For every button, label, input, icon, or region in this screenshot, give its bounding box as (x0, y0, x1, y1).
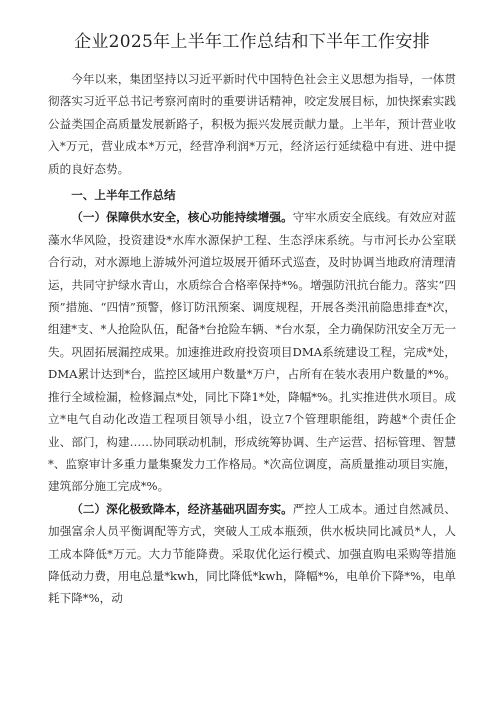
section-heading-1: 一、上半年工作总结 (71, 188, 176, 203)
item1-lead: （一）保障供水安全，核心功能持续增强。 (71, 210, 293, 225)
document-title: 企业2025年上半年工作总结和下半年工作安排 (74, 32, 430, 52)
section1-item1-paragraph (48, 206, 456, 497)
intro-paragraph: 今年以来，集团坚持以习近平新时代中国特色社会主义思想为指导，一体贯彻落实习近平总书记考察河南时的重要讲话精神，咬定发展目标，加快探索实践公益类国企高质量发展新路子，积极为振兴发展贡献力量。上半年，预计营业收入*万元，营业成本*万元，经营净利润*万元，经济运行延续稳中有进、进中提质的良好态势。 (48, 72, 456, 176)
item1-body: 守牢水质安全底线。有效应对蓝藻水华风险，投资建设*水库水源保护工程、生态浮床系统。与市河长办公室联合行动，对水源地上游城外河道垃圾展开循环式巡查，及时协调当地政府清理清运，共同守护绿水青山，水质综合合格率保持*%。增强防汛抗台能力。落实“四预”措施、“四情”预警，修订防汛预案、调度规程，开展各类汛前隐患排查*次，组建*支、*人抢险队伍，配备*台抢险车辆、*台水泵，全力确保防汛安全万无一失。巩固拓展漏控成果。加速推进政府投资项目DMA系统建设工程，完成*处，DMA累计达到*台，监控区域用户数量*万户，占所有在装水表用户数量的*%。推行全域检漏，检修漏点*处，同比下降1*处，降幅*%。扎实推进供水项目。成立*电气自动化改造工程项目领导小组，设立7个管理职能组，跨越*个责任企业、部门，构建……协同联动机制，形成统筹协调、生产运营、招标管理、智慧*、监察审计多重力量集聚发力工作格局。*次高位调度，高质量推动项目实施，建筑部分施工完成*%。 (48, 210, 456, 494)
section1-item2-paragraph (48, 498, 456, 610)
item2-lead: （二）深化极致降本，经济基础巩固夯实。 (71, 501, 293, 516)
item2-body: 严控人工成本。通过自然减员、加强富余人员平衡调配等方式，突破人工成本瓶颈，供水板块同比减员*人，人工成本降低*万元。大力节能降费。采取优化运行模式、加强直购电采购等措施降低动力费，用电总量*kwh，同比降低*kwh，降幅*%，电单价下降*%，电单耗下降*%，动 (48, 501, 456, 606)
